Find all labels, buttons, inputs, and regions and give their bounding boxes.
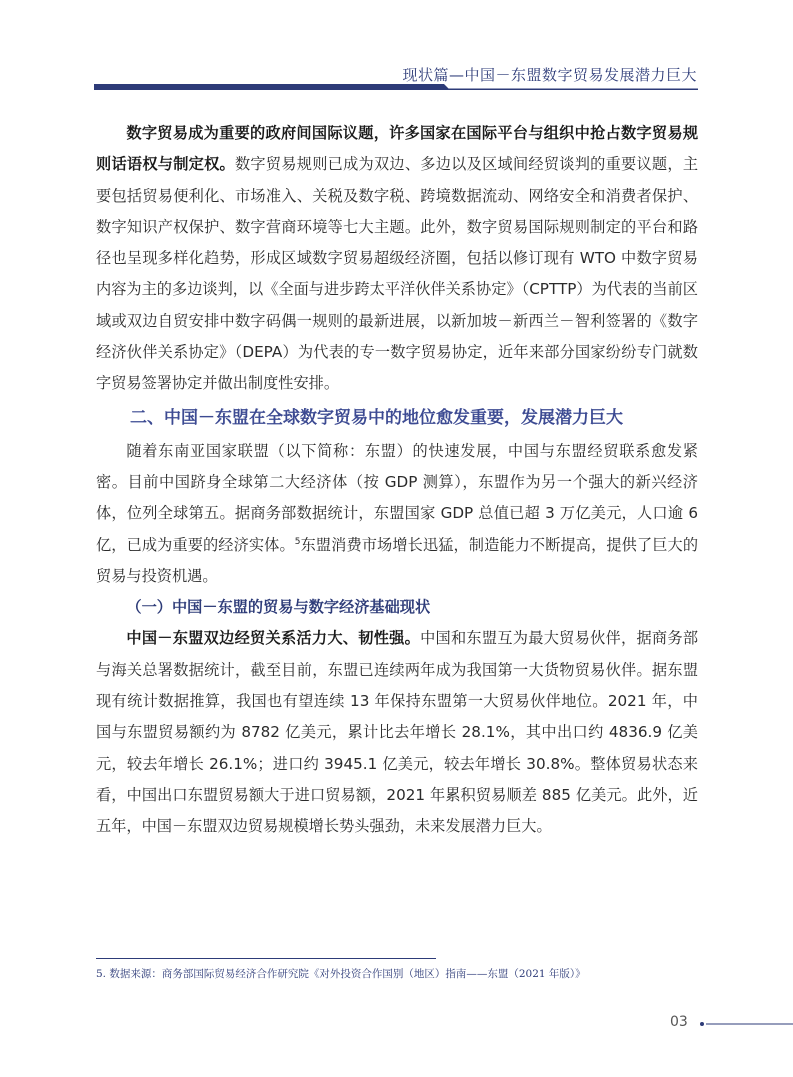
- header-title: 现状篇—中国－东盟数字贸易发展潜力巨大: [402, 66, 697, 84]
- paragraph-2-text-a: 随着东南亚国家联盟（以下简称：东盟）的快速发展，中国与东盟经贸联系愈发紧密。目前中国跻身全球第二大经济体（按 GDP 测算），东盟作为另一个强大的新兴经济体，位列全球第五。据商务部数据统计，东盟国家 GDP 总值已超 3 万亿美元，人口逾 6 亿，已成为重要的经济实体。: [96, 441, 698, 554]
- subsection-heading: （一）中国－东盟的贸易与数字经济基础现状: [126, 598, 431, 617]
- paragraph-1: [96, 118, 698, 400]
- paragraph-3-lead: 中国－东盟双边经贸关系活力大、韧性强。: [126, 629, 421, 648]
- main-content: [96, 118, 698, 843]
- page-number-line: [700, 1022, 793, 1026]
- paragraph-1-lead: 数字贸易成为重要的政府间国际议题，许多国家在国际平台与组织中抢占数字贸易规则话语权与制定权。: [96, 124, 698, 174]
- paragraph-1-text: 数字贸易规则已成为双边、多边以及区域间经贸谈判的重要议题，主要包括贸易便利化、市场准入、关税及数字税、跨境数据流动、网络安全和消费者保护、数字知识产权保护、数字营商环境等七大主题。此外，数字贸易国际规则制定的平台和路径也呈现多样化趋势，形成区域数字贸易超级经济圈，包括以修订现有 WTO 中数字贸易内容为主的多边谈判，以《全面与进步跨太平洋伙伴关系协定》（CPTTP）为代表的当前区域或双边自贸安排中数字码偶一规则的最新进展，以新加坡－新西兰－智利签署的《数字经济伙伴关系协定》（DEPA）为代表的专一数字贸易协定，近年来部分国家纷纷专门就数字贸易签署协定并做出制度性安排。: [96, 155, 699, 393]
- section-heading: 二、中国－东盟在全球数字贸易中的地位愈发重要，发展潜力巨大: [130, 407, 623, 428]
- footnote-ref: 5: [294, 536, 301, 547]
- page-number: 03: [670, 1014, 688, 1030]
- paragraph-2-text-b: 东盟消费市场增长迅猛，制造能力不断提高，提供了巨大的贸易与投资机遇。: [96, 535, 699, 585]
- footnote-divider: [96, 958, 436, 959]
- paragraph-3-text: 中国和东盟互为最大贸易伙伴，据商务部与海关总署数据统计，截至目前，东盟已连续两年成为我国第一大货物贸易伙伴。据东盟现有统计数据推算，我国也有望连续 13 年保持东盟第一大贸易伙伴地位。2021 年，中国与东盟贸易额约为 8782 亿美元，累计比去年增长 28.1%，其中出口约 4836.9 亿美元，较去年增长 26.1%；进口约 3945.1 亿美元，较去年增长 30.8%。整体贸易状态来看，中国出口东盟贸易额大于进口贸易额，2021 年累积贸易顺差 885 亿美元。此外，近五年，中国－东盟双边贸易规模增长势头强劲，未来发展潜力巨大。: [96, 629, 699, 836]
- paragraph-3: [96, 623, 698, 842]
- footnote: 5. 数据来源：商务部国际贸易经济合作研究院《对外投资合作国别（地区）指南——东盟（2021 年版）》: [96, 968, 586, 980]
- paragraph-2: [96, 436, 698, 592]
- header-rule: [94, 84, 698, 90]
